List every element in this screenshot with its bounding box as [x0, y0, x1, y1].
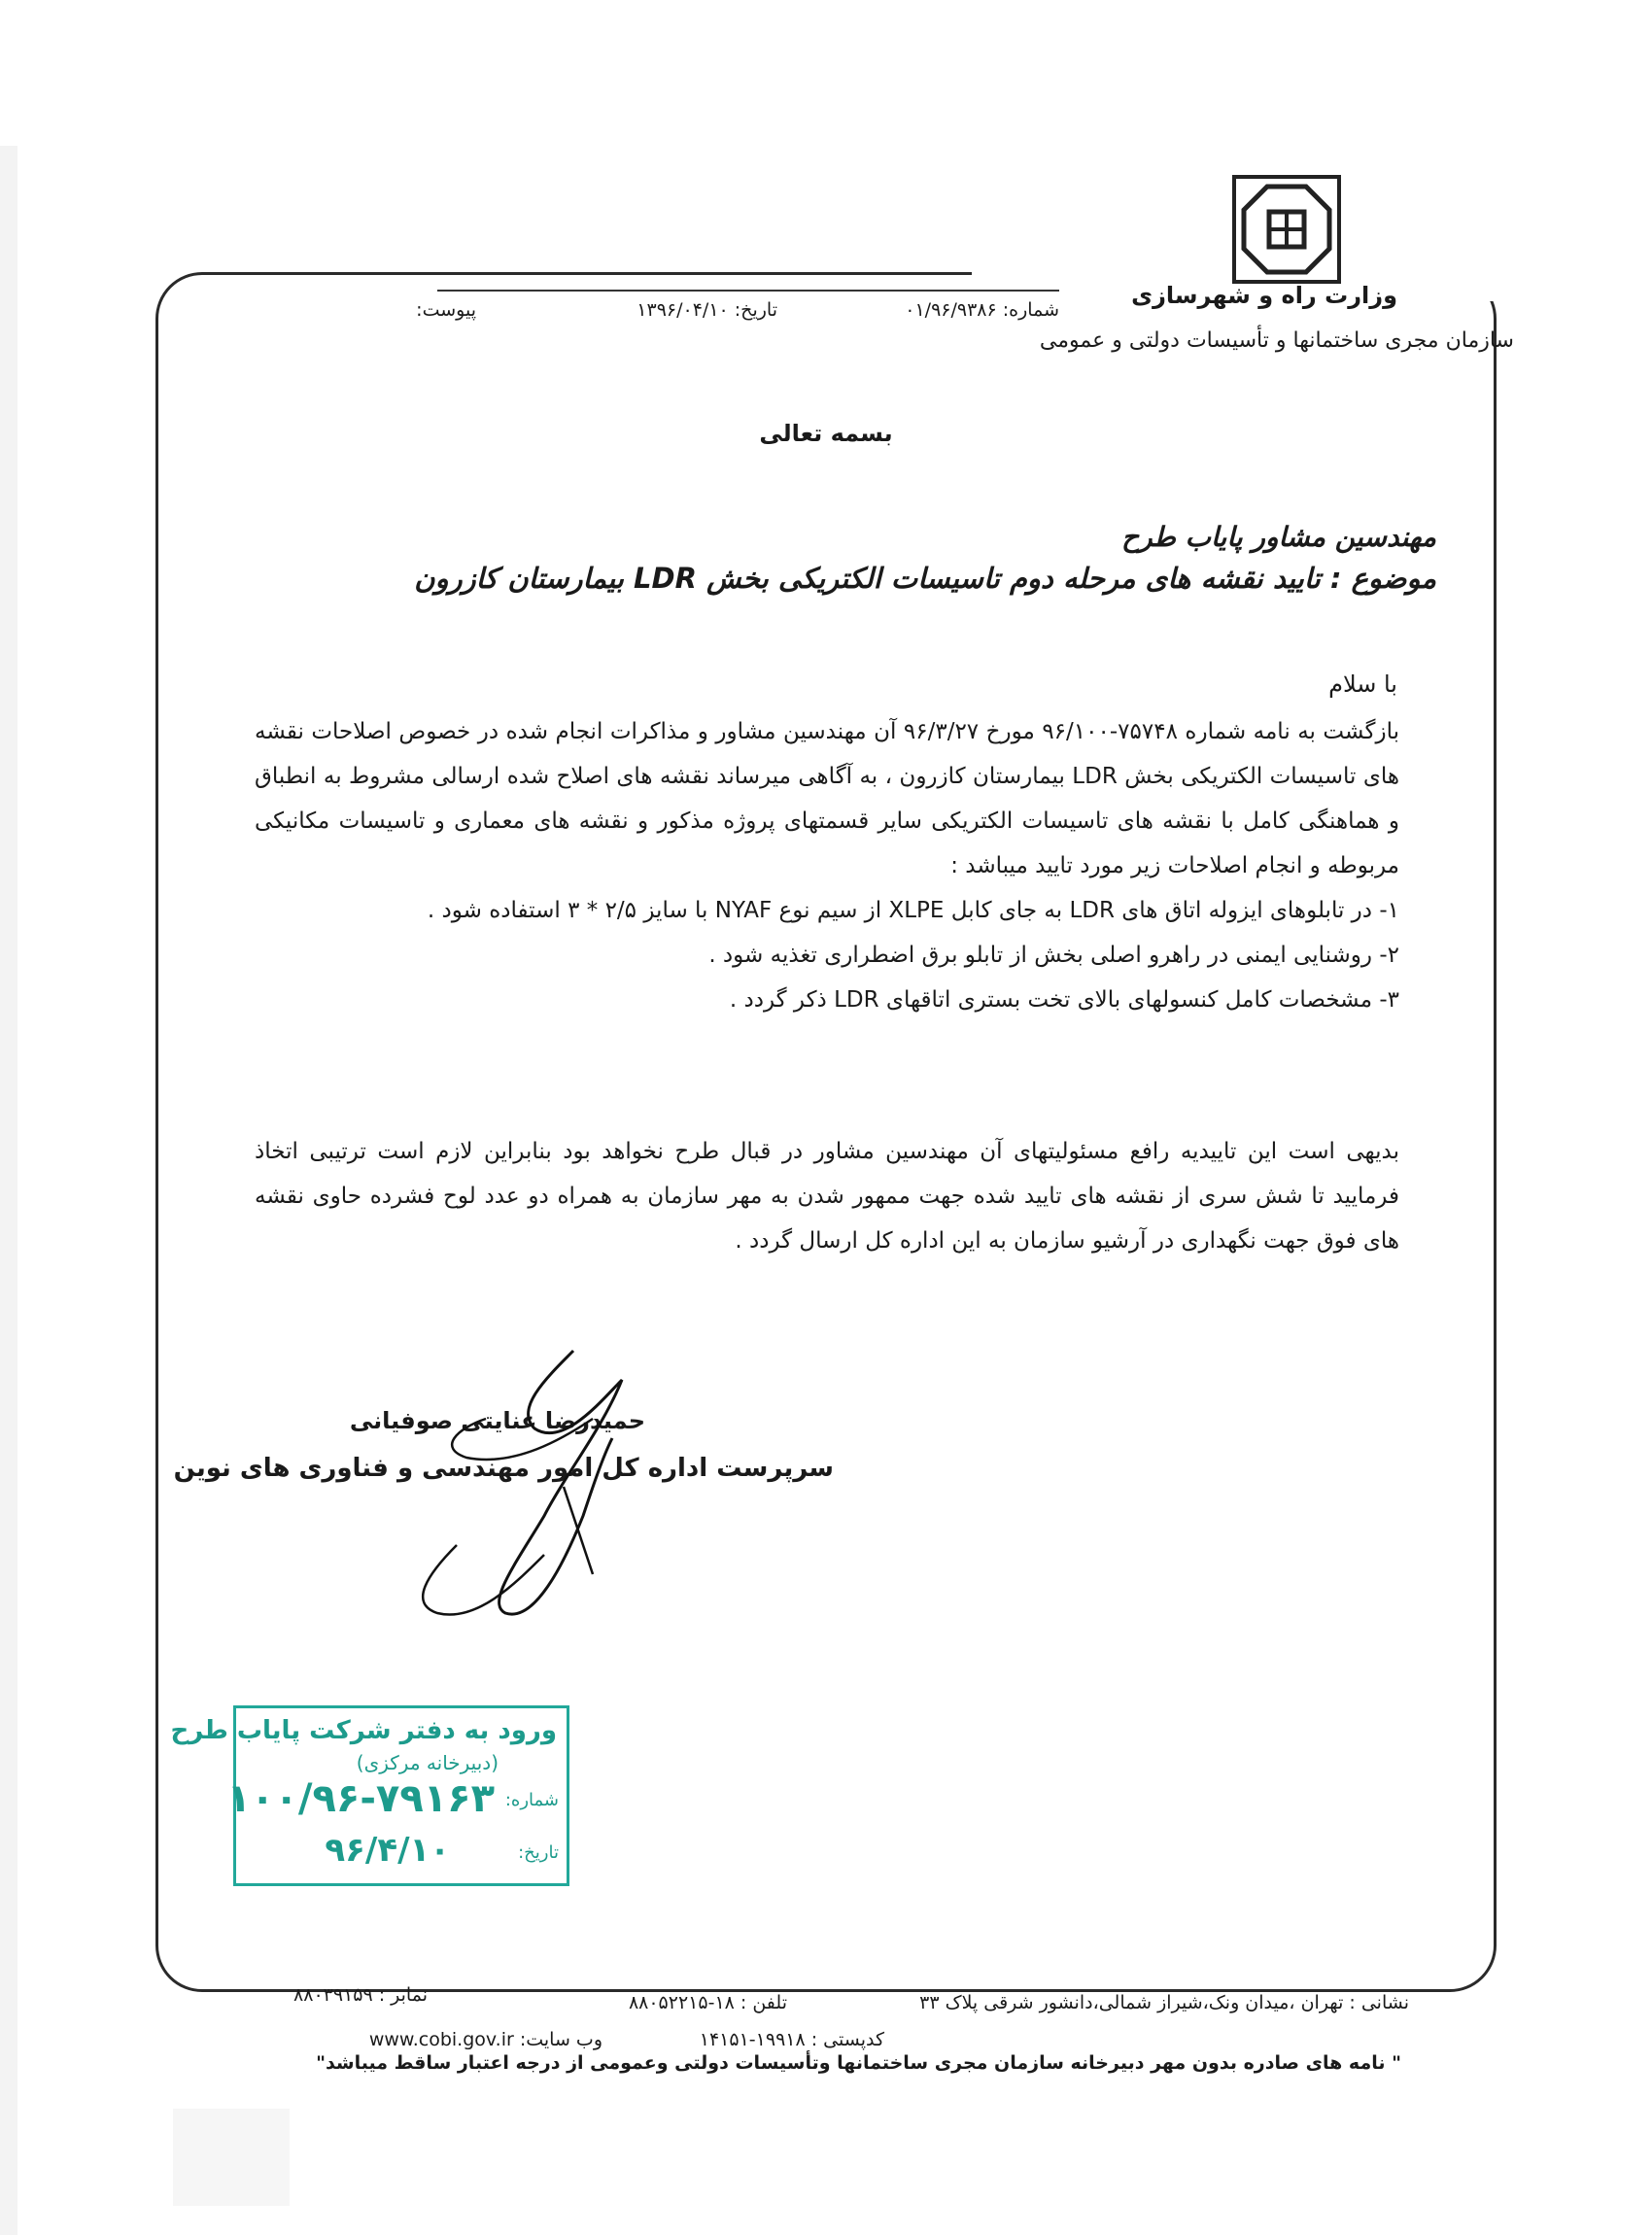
- organization-name: سازمان مجری ساختمانها و تأسیسات دولتی و عمومی: [1039, 328, 1514, 353]
- bismillah-heading: بسمه تعالی: [759, 420, 893, 447]
- scan-artifact: [173, 2109, 290, 2206]
- phone: تلفن : ۱۸-۸۸۰۵۲۲۱۵: [628, 1992, 787, 2013]
- signer-name: حمیدرضا عنایتی صوفیانی: [349, 1407, 645, 1434]
- intro-paragraph: بازگشت به نامه شماره ۷۵۷۴۸-۹۶/۱۰۰ مورخ ۹۶/۳/۲۷ آن مهندسین مشاور و مذاکرات انجام شده در خصوص اصلاحات نقشه های تاسیسات الکتریکی بخش LDR بیمارستان کازرون ، به آگاهی میرساند نقشه های اصلاح شده ارسالی مشروط به انطباق و هماهنگی کامل با نقشه های تاسیسات الکتریکی سایر قسمتهای پروژه مذکور و نقشه های معماری و تاسیسات مکانیکی مربوطه و انجام اصلاحات زیر مورد تایید میباشد :: [255, 719, 1400, 878]
- letter-body: [255, 709, 1399, 1022]
- stamp-subtitle: (دبیرخانه مرکزی): [356, 1751, 499, 1774]
- attachment-label: پیوست:: [416, 299, 476, 321]
- closing-paragraph: [255, 1129, 1399, 1263]
- subject-line: موضوع : تایید نقشه های مرحله دوم تاسیسات الکتریکی بخش LDR بیمارستان کازرون: [414, 562, 1436, 595]
- stamp-number-label: شماره:: [504, 1790, 559, 1810]
- emblem-icon: [1240, 183, 1333, 276]
- stamp-number: ۱۰۰/۹۶-۷۹۱۶۳: [226, 1776, 495, 1821]
- received-stamp: [170, 1705, 569, 1886]
- letter-meta: [321, 299, 1059, 338]
- date-value: ۱۳۹۶/۰۴/۱۰: [637, 299, 729, 321]
- date-label: تاریخ:: [734, 299, 777, 321]
- handwritten-signature: [369, 1341, 690, 1633]
- page-top-margin: [0, 0, 1652, 146]
- stamp-date-label: تاریخ:: [518, 1842, 559, 1863]
- date-field: [637, 299, 777, 321]
- number-value: ۰۱/۹۶/۹۳۸۶: [905, 299, 997, 321]
- closing-text: بدیهی است این تاییدیه رافع مسئولیتهای آن مهندسین مشاور در قبال طرح نخواهد بود بنابراین لازم است ترتیبی اتخاذ فرمایید تا شش سری از نقشه های تایید شده جهت ممهور شدن به مهر سازمان به همراه دو عدد لوح فشرده حاوی نقشه های فوق جهت نگهداری در آرشیو سازمان به این اداره کل ارسال گردد .: [255, 1139, 1399, 1254]
- website: وب سایت: www.cobi.gov.ir: [368, 2029, 602, 2050]
- stamp-title: ورود به دفتر شرکت پایاب طرح: [170, 1716, 557, 1745]
- addressee: مهندسین مشاور پایاب طرح: [1121, 521, 1436, 553]
- number-field: [905, 299, 1059, 321]
- ministry-name: وزارت راه و شهرسازی: [1131, 282, 1397, 309]
- header-rule: [437, 290, 1059, 292]
- list-item: ۳- مشخصات کامل کنسولهای بالای تخت بستری اتاقهای LDR ذکر گردد .: [729, 987, 1399, 1013]
- footer-note: " نامه های صادره بدون مهر دبیرخانه سازمان مجری ساختمانها وتأسیسات دولتی وعمومی از درجه اعتبار ساقط میباشد": [316, 2052, 1401, 2074]
- greeting: با سلام: [1328, 670, 1397, 698]
- stamp-date: ۹۶/۴/۱۰: [325, 1831, 450, 1870]
- fax: نمابر : ۸۸۰۳۹۱۵۹: [293, 1984, 428, 2006]
- ministry-logo: [1232, 175, 1341, 284]
- number-label: شماره:: [1002, 299, 1059, 321]
- list-item: ۱- در تابلوهای ایزوله اتاق های LDR به جای کابل XLPE از سیم نوع NYAF با سایز ۲/۵ * ۳ استفاده شود .: [427, 898, 1399, 923]
- signer-title: سرپرست اداره کل امور مهندسی و فناوری های نوین: [173, 1454, 834, 1483]
- postal-code: کدپستی : ۱۹۹۱۸-۱۴۱۵۱: [699, 2029, 884, 2050]
- list-item: ۲- روشنایی ایمنی در راهرو اصلی بخش از تابلو برق اضطراری تغذیه شود .: [708, 943, 1399, 968]
- scan-edge: [0, 146, 17, 2235]
- address: نشانی : تهران ،میدان ونک،شیراز شمالی،دانشور شرقی پلاک ۳۳: [919, 1992, 1409, 2013]
